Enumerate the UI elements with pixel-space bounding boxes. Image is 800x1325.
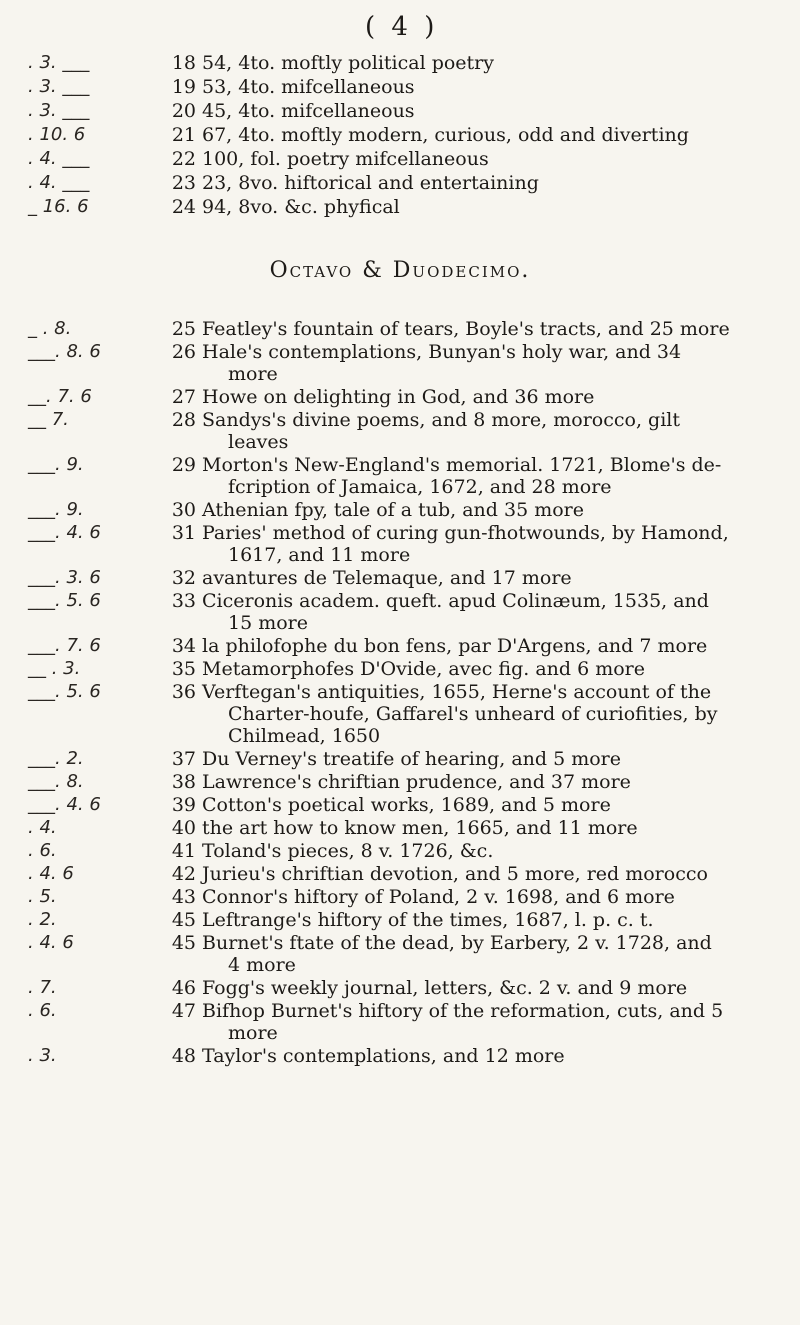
lot-description-line: 54, 4to. moftly political poetry [202,52,494,74]
lot-description-line: 100, fol. poetry mifcellaneous [202,148,489,170]
lot-number: 29 [171,454,196,476]
lot-number: 47 [171,1000,196,1022]
lot-description-continuation: more [228,1022,278,1044]
price-mark: ___. 9. [28,454,84,475]
price-mark: . 6. [28,1000,57,1021]
lot-description-line: 23, 8vo. hiftorical and entertaining [202,172,539,194]
price-mark: . 4. 6 [28,932,74,953]
lot-description [202,318,787,340]
lot-description [202,886,787,908]
lot-description-line: Connor's hiftory of Poland, 2 v. 1698, and 6 more [202,886,675,908]
lot-number: 37 [171,748,196,770]
lot-description [202,52,787,74]
price-mark: _ . 8. [28,318,72,339]
lot-number: 46 [171,977,196,999]
lot-description [202,658,787,680]
lot-description [202,196,787,218]
lot-number: 32 [171,567,196,589]
lot-description-line: the art how to know men, 1665, and 11 more [202,817,638,839]
lot-description-line: Taylor's contemplations, and 12 more [202,1045,565,1067]
lot-number: 25 [171,318,196,340]
lot-number: 45 [171,932,196,954]
price-mark: ___. 7. 6 [28,635,101,656]
lot-number: 22 [171,148,196,170]
price-mark: __ 7. [28,409,69,430]
lot-description-line: Leftrange's hiftory of the times, 1687, l. p. c. t. [202,909,654,931]
price-mark: . 3. ___ [28,100,90,121]
price-mark: __. 7. 6 [28,386,92,407]
lot-number: 39 [171,794,196,816]
page-number: ( 4 ) [365,12,439,42]
lot-description-line: 53, 4to. mifcellaneous [202,76,415,98]
lot-description [202,748,787,770]
lot-number: 18 [171,52,196,74]
lot-number: 34 [171,635,196,657]
lot-description [202,909,787,931]
lot-description-continuation: Chilmead, 1650 [228,725,381,747]
lot-number: 26 [171,341,196,363]
price-mark: ___. 5. 6 [28,681,101,702]
lot-description-continuation: leaves [228,431,289,453]
lot-description-line: 94, 8vo. &c. phyfical [202,196,400,218]
lot-description [202,76,787,98]
lot-description-line: avantures de Telemaque, and 17 more [202,567,572,589]
lot-description-line: 67, 4to. moftly modern, curious, odd and diverting [202,124,689,146]
lot-description [202,172,787,194]
lot-description-continuation: 15 more [228,612,308,634]
lot-description [202,499,787,521]
lot-description-line: Du Verney's treatife of hearing, and 5 more [202,748,621,770]
lot-number: 36 [171,681,196,703]
lot-description-line: Cotton's poetical works, 1689, and 5 more [202,794,611,816]
price-mark: . 6. [28,840,57,861]
lot-description-line: Fogg's weekly journal, letters, &c. 2 v. and 9 more [202,977,688,999]
lot-description [202,977,787,999]
lot-number: 45 [171,909,196,931]
lot-description [202,590,787,634]
price-mark: ___. 4. 6 [28,794,101,815]
lot-description-continuation: 1617, and 11 more [228,544,411,566]
lot-description-line: Toland's pieces, 8 v. 1726, &c. [202,840,494,862]
lot-description [202,794,787,816]
lot-description [202,817,787,839]
lot-description [202,522,787,566]
price-mark: . 10. 6 [28,124,86,145]
lot-description-line: Athenian fpy, tale of a tub, and 35 more [202,499,584,521]
price-mark: ___. 8. 6 [28,341,101,362]
lot-number: 28 [171,409,196,431]
section-heading: Octavo & Duodecimo. [269,258,531,283]
lot-description [202,148,787,170]
price-mark: ___. 3. 6 [28,567,101,588]
price-mark: . 3. ___ [28,52,90,73]
lot-description [202,341,787,385]
lot-number: 20 [171,100,196,122]
lot-number: 19 [171,76,196,98]
lot-number: 48 [171,1045,196,1067]
lot-description [202,840,787,862]
lot-number: 38 [171,771,196,793]
price-mark: __ . 3. [28,658,81,679]
lot-number: 40 [171,817,196,839]
price-mark: . 4. 6 [28,863,74,884]
lot-description-line: la philofophe du bon fens, par D'Argens, and 7 more [202,635,708,657]
price-mark: ___. 8. [28,771,84,792]
lot-description-line: Paries' method of curing gun-fhotwounds, by Hamond, [202,522,729,544]
lot-description [202,932,787,976]
lot-description-line: Hale's contemplations, Bunyan's holy war, and 34 [202,341,682,363]
price-mark: _ 16. 6 [28,196,89,217]
lot-number: 24 [171,196,196,218]
price-mark: . 3. [28,1045,57,1066]
price-mark: ___. 2. [28,748,84,769]
price-mark: . 7. [28,977,57,998]
lot-description-continuation: fcription of Jamaica, 1672, and 28 more [228,476,612,498]
lot-description-continuation: 4 more [228,954,296,976]
lot-description [202,1000,787,1044]
lot-description-line: Lawrence's chriftian prudence, and 37 more [202,771,631,793]
lot-number: 35 [171,658,196,680]
lot-description-line: 45, 4to. mifcellaneous [202,100,415,122]
lot-description-continuation: Charter-houfe, Gaffarel's unheard of curiofities, by [228,703,718,725]
lot-number: 30 [171,499,196,521]
lot-description [202,1045,787,1067]
lot-description [202,100,787,122]
lot-description-line: Verftegan's antiquities, 1655, Herne's account of the [202,681,712,703]
price-mark: ___. 9. [28,499,84,520]
lot-number: 41 [171,840,196,862]
price-mark: . 4. [28,817,57,838]
lot-description-line: Featley's fountain of tears, Boyle's tracts, and 25 more [202,318,730,340]
lot-description-line: Jurieu's chriftian devotion, and 5 more, red morocco [202,863,708,885]
lot-number: 31 [171,522,196,544]
price-mark: . 4. ___ [28,148,90,169]
lot-description [202,409,787,453]
lot-description [202,635,787,657]
lot-description-continuation: more [228,363,278,385]
lot-description-line: Metamorphofes D'Ovide, avec fig. and 6 more [202,658,646,680]
lot-description [202,386,787,408]
lot-description-line: Ciceronis academ. queft. apud Colinæum, 1535, and [202,590,709,612]
lot-description-line: Sandys's divine poems, and 8 more, morocco, gilt [202,409,680,431]
lot-number: 33 [171,590,196,612]
lot-description-line: Morton's New-England's memorial. 1721, Blome's de- [202,454,722,476]
lot-number: 42 [171,863,196,885]
price-mark: . 3. ___ [28,76,90,97]
lot-number: 21 [171,124,196,146]
lot-description [202,771,787,793]
price-mark: . 4. ___ [28,172,90,193]
lot-description [202,681,787,747]
price-mark: ___. 4. 6 [28,522,101,543]
lot-description-line: Burnet's ftate of the dead, by Earbery, 2 v. 1728, and [202,932,712,954]
lot-description [202,567,787,589]
lot-number: 43 [171,886,196,908]
lot-description [202,863,787,885]
price-mark: . 5. [28,886,57,907]
lot-description-line: Howe on delighting in God, and 36 more [202,386,595,408]
lot-number: 23 [171,172,196,194]
lot-description [202,124,787,146]
lot-description [202,454,787,498]
lot-description-line: Bifhop Burnet's hiftory of the reformation, cuts, and 5 [202,1000,724,1022]
lot-number: 27 [171,386,196,408]
price-mark: ___. 5. 6 [28,590,101,611]
price-mark: . 2. [28,909,57,930]
